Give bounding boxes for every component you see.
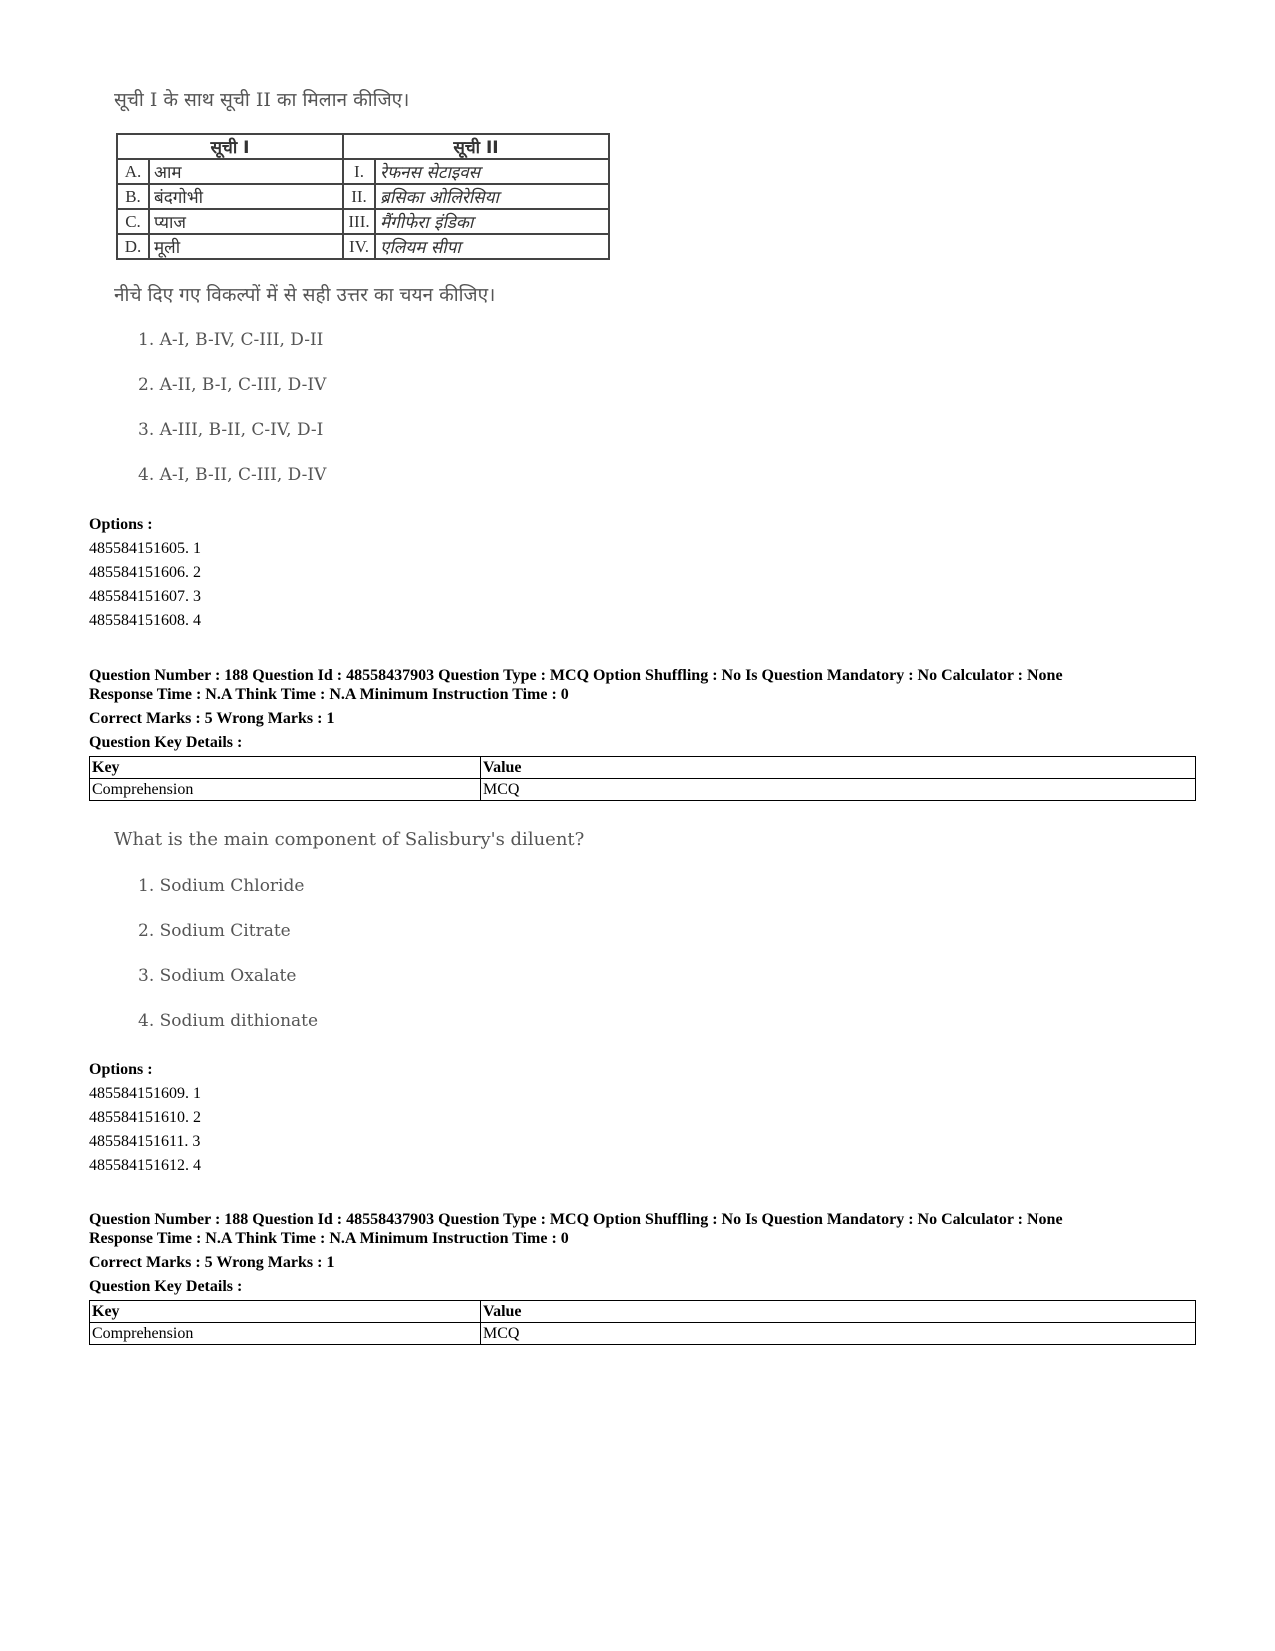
row-label: IV. bbox=[343, 234, 375, 259]
option-item: 485584151609. 1 bbox=[89, 1085, 201, 1102]
choice-1: 1. A-I, B-IV, C-III, D-II bbox=[138, 330, 324, 350]
choice-4: 4. A-I, B-II, C-III, D-IV bbox=[138, 465, 327, 485]
question-2-prompt: What is the main component of Salisbury's diluent? bbox=[114, 829, 585, 850]
row-text: ब्रसिका ओलिरेसिया bbox=[375, 184, 609, 209]
choice-4: 4. Sodium dithionate bbox=[138, 1011, 319, 1031]
question-1-prompt: सूची I के साथ सूची II का मिलान कीजिए। bbox=[114, 89, 410, 111]
question-meta-line-2: Response Time : N.A Think Time : N.A Minimum Instruction Time : 0 bbox=[89, 686, 569, 703]
row-text: मूली bbox=[149, 234, 343, 259]
table-row bbox=[117, 159, 609, 184]
choice-2: 2. Sodium Citrate bbox=[138, 921, 291, 941]
option-item: 485584151612. 4 bbox=[89, 1157, 201, 1174]
row-label: D. bbox=[117, 234, 149, 259]
choice-2: 2. A-II, B-I, C-III, D-IV bbox=[138, 375, 327, 395]
option-item: 485584151606. 2 bbox=[89, 564, 201, 581]
choice-3: 3. Sodium Oxalate bbox=[138, 966, 297, 986]
option-item: 485584151608. 4 bbox=[89, 612, 201, 629]
key-header: Key bbox=[90, 757, 481, 779]
value-header: Value bbox=[481, 1301, 1196, 1323]
question-meta-line-2: Response Time : N.A Think Time : N.A Minimum Instruction Time : 0 bbox=[89, 1230, 569, 1247]
value-header: Value bbox=[481, 757, 1196, 779]
choice-3: 3. A-III, B-II, C-IV, D-I bbox=[138, 420, 324, 440]
table-row bbox=[90, 1323, 1196, 1345]
marks-line: Correct Marks : 5 Wrong Marks : 1 bbox=[89, 1254, 335, 1271]
row-label: I. bbox=[343, 159, 375, 184]
key-cell: Comprehension bbox=[90, 1323, 481, 1345]
value-cell: MCQ bbox=[481, 779, 1196, 801]
row-label: B. bbox=[117, 184, 149, 209]
options-label: Options : bbox=[89, 516, 153, 533]
key-details-label: Question Key Details : bbox=[89, 734, 243, 751]
table-row bbox=[90, 779, 1196, 801]
key-details-table bbox=[89, 756, 1196, 801]
list-2-header: सूची II bbox=[343, 134, 609, 159]
table-row bbox=[117, 234, 609, 259]
value-cell: MCQ bbox=[481, 1323, 1196, 1345]
question-1-options bbox=[89, 513, 201, 633]
question-1-instruction: नीचे दिए गए विकल्पों में से सही उत्तर का चयन कीजिए। bbox=[114, 284, 496, 306]
row-text: मैंगीफेरा इंडिका bbox=[375, 209, 609, 234]
table-row bbox=[90, 757, 1196, 779]
key-details-table bbox=[89, 1300, 1196, 1345]
match-table bbox=[116, 133, 610, 260]
row-text: प्याज bbox=[149, 209, 343, 234]
options-label: Options : bbox=[89, 1061, 153, 1078]
table-row bbox=[117, 209, 609, 234]
key-header: Key bbox=[90, 1301, 481, 1323]
table-row bbox=[90, 1301, 1196, 1323]
key-details-label: Question Key Details : bbox=[89, 1278, 243, 1295]
row-text: बंदगोभी bbox=[149, 184, 343, 209]
row-text: एलियम सीपा bbox=[375, 234, 609, 259]
row-label: C. bbox=[117, 209, 149, 234]
option-item: 485584151610. 2 bbox=[89, 1109, 201, 1126]
option-item: 485584151611. 3 bbox=[89, 1133, 201, 1150]
row-label: III. bbox=[343, 209, 375, 234]
option-item: 485584151605. 1 bbox=[89, 540, 201, 557]
row-label: II. bbox=[343, 184, 375, 209]
table-row bbox=[117, 184, 609, 209]
marks-line: Correct Marks : 5 Wrong Marks : 1 bbox=[89, 710, 335, 727]
row-label: A. bbox=[117, 159, 149, 184]
list-1-header: सूची I bbox=[117, 134, 343, 159]
question-meta-line-1: Question Number : 188 Question Id : 48558437903 Question Type : MCQ Option Shuffling : No Is Question Mandatory : No Calculator : None bbox=[89, 1211, 1063, 1228]
row-text: रेफनस सेटाइवस bbox=[375, 159, 609, 184]
question-2-options bbox=[89, 1058, 201, 1178]
key-cell: Comprehension bbox=[90, 779, 481, 801]
question-meta-line-1: Question Number : 188 Question Id : 48558437903 Question Type : MCQ Option Shuffling : No Is Question Mandatory : No Calculator : None bbox=[89, 667, 1063, 684]
option-item: 485584151607. 3 bbox=[89, 588, 201, 605]
row-text: आम bbox=[149, 159, 343, 184]
choice-1: 1. Sodium Chloride bbox=[138, 876, 305, 896]
match-table-header bbox=[117, 134, 609, 159]
